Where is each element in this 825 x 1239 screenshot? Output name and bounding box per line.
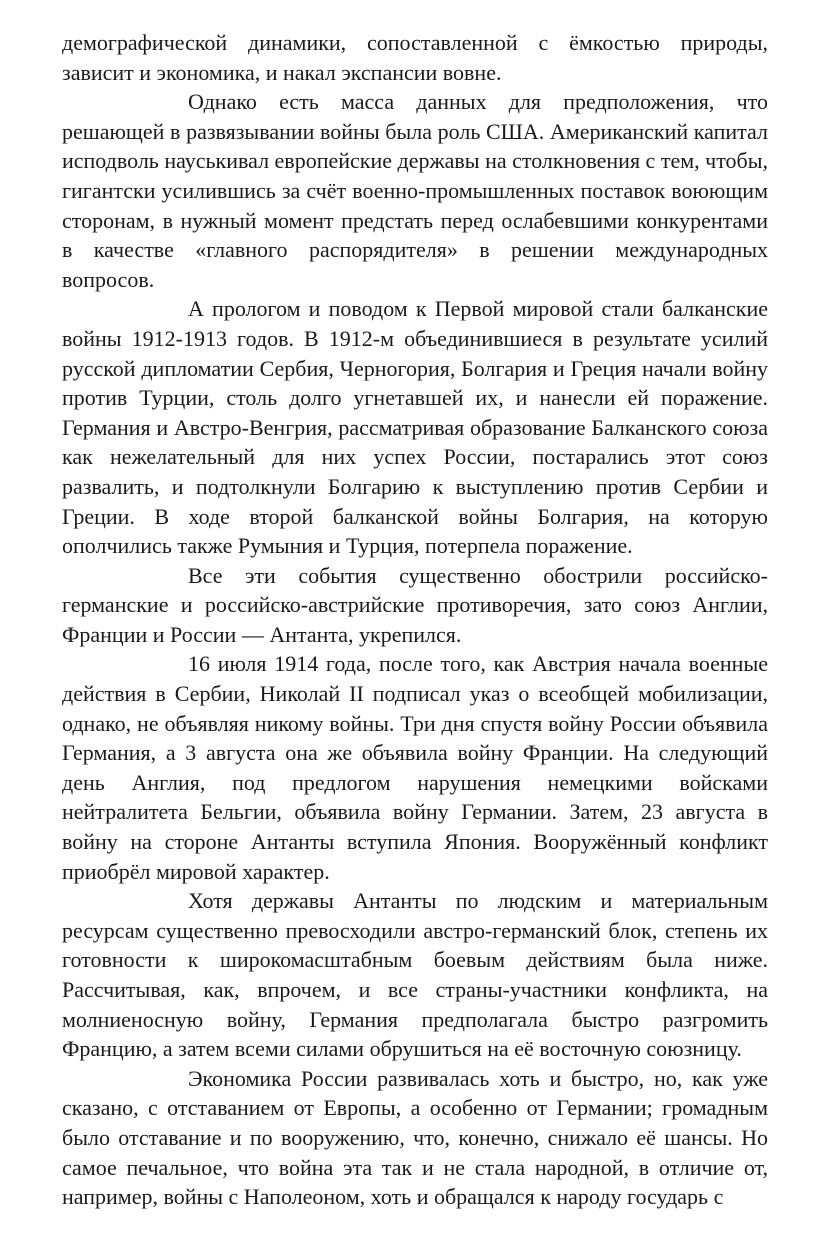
paragraph-mobilization: 16 июля 1914 года, после того, как Австрия начала военные действия в Сербии, Николай II подписал указ о всеобщей мобилизации, однако, не объявляя никому войны. Три дня спустя войну России объявила Германия, а 3 августа она же объявила войну Франции. На следующий день Англия, под предлогом нарушения немецкими войсками нейтралитета Бельгии, объявила войну Германии. Затем, 23 августа в войну на стороне Антанты вступила Япония. Вооружённый конфликт приобрёл мировой характер.: [62, 651, 768, 884]
paragraph-entente: Все эти события существенно обострили российско-германские и российско-австрийские противоречия, зато союз Англии, Франции и России — Антанта, укрепился.: [62, 562, 768, 647]
paragraph-continuation: демографической динамики, сопоставленной с ёмкостью природы, зависит и экономика, и накал экспансии вовне.: [62, 30, 768, 85]
paragraph-russian-economy: Экономика России развивалась хоть и быстро, но, как уже сказано, с отставанием от Европы, а особенно от Германии; громадным было отставание и по вооружению, что, конечно, снижало её шансы. Но самое печальное, что война эта так и не стала народной, в отличие от, например, войны с Наполеоном, хоть и обращался к народу государь с: [62, 1065, 768, 1210]
paragraph-entente-resources: Хотя державы Антанты по людским и материальным ресурсам существенно превосходили австро-германский блок, степень их готовности к широкомасштабным боевым действиям была ниже. Рассчитывая, как, впрочем, и все страны-участники конфликта, на молниеносную войну, Германия предполагала быстро разгромить Францию, а затем всеми силами обрушиться на её восточную союзницу.: [62, 888, 768, 1062]
paragraph-balkan-wars: А прологом и поводом к Первой мировой стали балканские войны 1912-1913 годов. В 1912-м объединившиеся в результате усилий русской дипломатии Сербия, Черногория, Болгария и Греция начали войну против Турции, столь долго угнетавшей их, и нанесли ей поражение. Германия и Австро-Венгрия, рассматривая образование Балканского союза как нежелательный для них успех России, постарались этот союз развалить, и подтолкнули Болгарию к выступлению против Сербии и Греции. В ходе второй балканской войны Болгария, на которую ополчились также Румыния и Турция, потерпела поражение.: [62, 296, 768, 559]
document-page: [62, 28, 768, 1212]
paragraph-usa-role: Однако есть масса данных для предположения, что решающей в развязывании войны была роль США. Американский капитал исподволь науськивал европейские державы на столкновения с тем, чтобы, гигантски усилившись за счёт военно-промышленных поставок воюющим сторонам, в нужный момент предстать перед ослабевшими конкурентами в качестве «главного распорядителя» в решении международных вопросов.: [62, 89, 768, 292]
